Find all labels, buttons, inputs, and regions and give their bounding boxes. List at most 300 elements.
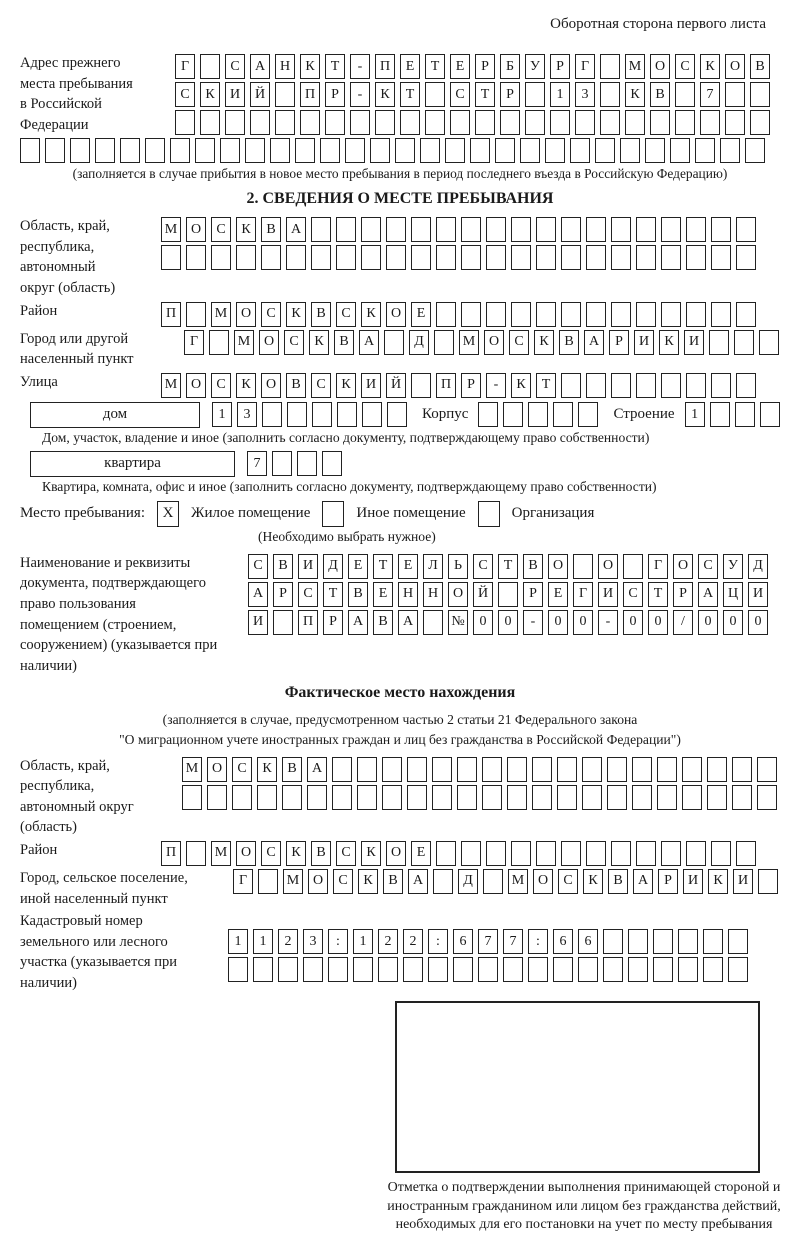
char-box	[711, 841, 731, 866]
char-box	[433, 869, 453, 894]
char-box: Т	[325, 54, 345, 79]
char-box	[636, 373, 656, 398]
char-box	[220, 138, 240, 163]
char-box: М	[182, 757, 202, 782]
char-box	[611, 245, 631, 270]
char-box: А	[633, 869, 653, 894]
char-box: 1	[212, 402, 232, 427]
actual-location-note-line1: (заполняется в случае, предусмотренном частью 2 статьи 21 Федерального закона	[162, 712, 638, 728]
char-box	[186, 245, 206, 270]
char-box: П	[375, 54, 395, 79]
char-box	[486, 245, 506, 270]
char-box: Г	[175, 54, 195, 79]
char-box: 7	[247, 451, 267, 476]
char-box: Е	[373, 582, 393, 607]
document-field	[20, 553, 780, 676]
house-box-label: дом	[30, 402, 200, 428]
char-box: Т	[373, 554, 393, 579]
char-box	[403, 957, 423, 982]
char-box	[428, 957, 448, 982]
char-box: В	[348, 582, 368, 607]
char-box: И	[298, 554, 318, 579]
char-box: А	[398, 610, 418, 635]
char-box: 1	[685, 402, 705, 427]
char-box	[557, 785, 577, 810]
char-box	[586, 841, 606, 866]
char-box	[561, 245, 581, 270]
char-box: П	[436, 373, 456, 398]
char-box: Р	[609, 330, 629, 355]
char-box	[432, 757, 452, 782]
char-box	[603, 957, 623, 982]
char-box	[307, 785, 327, 810]
char-box	[760, 402, 780, 427]
char-box: 3	[237, 402, 257, 427]
char-box	[211, 245, 231, 270]
char-box	[186, 841, 206, 866]
char-box	[384, 330, 404, 355]
char-box	[228, 957, 248, 982]
char-box	[607, 785, 627, 810]
char-box: С	[675, 54, 695, 79]
char-box	[611, 302, 631, 327]
char-box: С	[623, 582, 643, 607]
char-box	[750, 110, 770, 135]
char-box: В	[261, 217, 281, 242]
char-box	[511, 245, 531, 270]
char-box	[436, 245, 456, 270]
char-box: М	[508, 869, 528, 894]
char-box	[434, 330, 454, 355]
char-box	[370, 138, 390, 163]
char-box	[657, 785, 677, 810]
char-box	[257, 785, 277, 810]
char-box	[570, 138, 590, 163]
char-box	[273, 610, 293, 635]
char-box	[528, 402, 548, 427]
char-box: Р	[500, 82, 520, 107]
char-box	[678, 929, 698, 954]
char-box	[478, 957, 498, 982]
char-box	[503, 957, 523, 982]
char-box	[420, 138, 440, 163]
char-box: К	[336, 373, 356, 398]
actual-city-field	[20, 868, 780, 909]
char-box: 1	[253, 929, 273, 954]
char-box: С	[261, 302, 281, 327]
char-box	[295, 138, 315, 163]
char-box	[686, 302, 706, 327]
char-box	[623, 554, 643, 579]
char-box: 0	[748, 610, 768, 635]
char-box: С	[175, 82, 195, 107]
document-row-3	[248, 610, 773, 635]
char-box	[332, 757, 352, 782]
char-box: С	[333, 869, 353, 894]
char-box	[586, 373, 606, 398]
char-box: В	[286, 373, 306, 398]
char-box	[336, 245, 356, 270]
char-box: И	[248, 610, 268, 635]
char-box: В	[373, 610, 393, 635]
char-box	[686, 373, 706, 398]
char-box: К	[236, 217, 256, 242]
char-box	[757, 785, 777, 810]
char-box: Т	[323, 582, 343, 607]
char-box	[357, 757, 377, 782]
char-box: Й	[473, 582, 493, 607]
char-box	[461, 245, 481, 270]
char-box: 0	[623, 610, 643, 635]
char-box	[507, 757, 527, 782]
char-box	[600, 54, 620, 79]
char-box	[536, 841, 556, 866]
char-box	[378, 957, 398, 982]
char-box: А	[698, 582, 718, 607]
char-box: О	[533, 869, 553, 894]
char-box: /	[673, 610, 693, 635]
char-box: К	[358, 869, 378, 894]
char-box	[445, 138, 465, 163]
char-box	[232, 785, 252, 810]
char-box	[386, 245, 406, 270]
char-box: Н	[398, 582, 418, 607]
char-box: -	[523, 610, 543, 635]
char-box	[182, 785, 202, 810]
char-box: 1	[228, 929, 248, 954]
char-box	[253, 957, 273, 982]
char-box: О	[207, 757, 227, 782]
char-box: Б	[500, 54, 520, 79]
char-box	[425, 82, 445, 107]
char-box	[703, 957, 723, 982]
char-box	[645, 138, 665, 163]
char-box: Е	[450, 54, 470, 79]
char-box: Е	[411, 841, 431, 866]
char-box	[411, 245, 431, 270]
char-box	[411, 217, 431, 242]
prev-address-row-1	[175, 54, 775, 79]
char-box	[336, 217, 356, 242]
char-box	[395, 138, 415, 163]
char-box	[95, 138, 115, 163]
char-box: В	[311, 302, 331, 327]
char-box: Р	[523, 582, 543, 607]
region-field	[20, 216, 780, 298]
char-box	[532, 785, 552, 810]
char-box: О	[548, 554, 568, 579]
char-box	[525, 82, 545, 107]
char-box	[586, 302, 606, 327]
char-box	[507, 785, 527, 810]
char-box	[207, 785, 227, 810]
char-box: С	[261, 841, 281, 866]
char-box: С	[248, 554, 268, 579]
char-box	[436, 217, 456, 242]
char-box: -	[598, 610, 618, 635]
char-box: М	[459, 330, 479, 355]
char-box: В	[383, 869, 403, 894]
char-box: М	[161, 217, 181, 242]
char-box	[382, 785, 402, 810]
char-box	[382, 757, 402, 782]
char-box: Е	[400, 54, 420, 79]
stay-option-residential-label: Жилое помещение	[191, 505, 311, 522]
apartment-box-label: квартира	[30, 451, 235, 477]
char-box: Т	[498, 554, 518, 579]
char-box	[482, 785, 502, 810]
char-box	[407, 757, 427, 782]
char-box	[728, 929, 748, 954]
char-box	[736, 841, 756, 866]
char-box	[561, 373, 581, 398]
char-box	[682, 757, 702, 782]
char-box	[636, 245, 656, 270]
char-box	[300, 110, 320, 135]
cadastre-label: Кадастровый номер земельного или лесного участка (указывается при наличии)	[20, 913, 177, 991]
char-box: А	[348, 610, 368, 635]
city-field	[20, 329, 780, 370]
actual-district-field	[20, 840, 780, 866]
char-box: Т	[648, 582, 668, 607]
char-box: К	[361, 841, 381, 866]
char-box	[636, 302, 656, 327]
char-box	[682, 785, 702, 810]
char-box: Г	[648, 554, 668, 579]
char-box	[311, 217, 331, 242]
char-box: У	[723, 554, 743, 579]
document-row-1	[248, 554, 773, 579]
char-box	[353, 957, 373, 982]
char-box	[636, 217, 656, 242]
char-box: 7	[478, 929, 498, 954]
char-box	[628, 929, 648, 954]
char-box: О	[673, 554, 693, 579]
char-box: О	[448, 582, 468, 607]
char-box	[453, 957, 473, 982]
char-box	[711, 217, 731, 242]
section2-title: 2. СВЕДЕНИЯ О МЕСТЕ ПРЕБЫВАНИЯ	[246, 190, 554, 208]
char-box: У	[525, 54, 545, 79]
char-box	[661, 217, 681, 242]
char-box: К	[309, 330, 329, 355]
char-box	[582, 785, 602, 810]
char-box	[478, 402, 498, 427]
char-box: С	[298, 582, 318, 607]
char-box	[261, 245, 281, 270]
char-box	[461, 841, 481, 866]
char-box: С	[311, 373, 331, 398]
char-box: К	[300, 54, 320, 79]
char-box	[611, 373, 631, 398]
char-box	[695, 138, 715, 163]
char-box: К	[200, 82, 220, 107]
char-box	[250, 110, 270, 135]
char-box	[328, 957, 348, 982]
char-box	[322, 451, 342, 476]
stay-option-organization-label: Организация	[511, 505, 595, 522]
char-box	[711, 245, 731, 270]
apartment-note: Квартира, комната, офис и иное (заполнить согласно документу, подтверждающему право собственности)	[42, 478, 657, 494]
char-box: Р	[550, 54, 570, 79]
char-box	[262, 402, 282, 427]
char-box: М	[161, 373, 181, 398]
stay-place-label: Место пребывания:	[20, 505, 145, 522]
char-box	[536, 217, 556, 242]
char-box	[337, 402, 357, 427]
street-field	[20, 372, 780, 398]
char-box	[709, 330, 729, 355]
confirmation-stamp-box	[395, 1001, 760, 1173]
apartment-cells	[247, 451, 347, 476]
char-box	[611, 841, 631, 866]
char-box	[503, 402, 523, 427]
char-box	[20, 138, 40, 163]
char-box: Р	[658, 869, 678, 894]
char-box	[361, 245, 381, 270]
char-box	[711, 373, 731, 398]
char-box: Е	[411, 302, 431, 327]
char-box: 0	[698, 610, 718, 635]
char-box	[553, 957, 573, 982]
char-box	[686, 245, 706, 270]
stroenie-label: Строение	[613, 406, 675, 423]
char-box: Г	[575, 54, 595, 79]
actual-city-row	[233, 869, 783, 894]
char-box: :	[428, 929, 448, 954]
char-box	[661, 245, 681, 270]
char-box	[186, 302, 206, 327]
city-row	[184, 330, 784, 355]
char-box: К	[708, 869, 728, 894]
char-box	[675, 82, 695, 107]
char-box: А	[408, 869, 428, 894]
char-box: В	[334, 330, 354, 355]
char-box	[286, 245, 306, 270]
char-box: П	[161, 841, 181, 866]
char-box: О	[598, 554, 618, 579]
cadastre-row-2	[228, 957, 753, 982]
char-box: Р	[673, 582, 693, 607]
char-box: К	[236, 373, 256, 398]
char-box: И	[733, 869, 753, 894]
district-row	[161, 302, 761, 327]
char-box: М	[234, 330, 254, 355]
char-box: -	[486, 373, 506, 398]
char-box: 0	[473, 610, 493, 635]
char-box	[657, 757, 677, 782]
house-note: Дом, участок, владение и иное (заполнить согласно документу, подтверждающему право собственности)	[42, 429, 650, 445]
prev-address-rows	[175, 53, 775, 135]
char-box	[561, 841, 581, 866]
char-box	[632, 785, 652, 810]
char-box: А	[248, 582, 268, 607]
char-box: В	[750, 54, 770, 79]
char-box	[536, 302, 556, 327]
cadastre-row-1	[228, 929, 753, 954]
char-box	[362, 402, 382, 427]
char-box	[561, 302, 581, 327]
char-box: 0	[548, 610, 568, 635]
char-box: С	[509, 330, 529, 355]
char-box	[557, 757, 577, 782]
char-box	[411, 373, 431, 398]
region-label: Область, край, республика, автономный округ (область)	[20, 218, 116, 297]
char-box: Р	[323, 610, 343, 635]
char-box: Е	[548, 582, 568, 607]
document-row-2	[248, 582, 773, 607]
char-box: Ц	[723, 582, 743, 607]
char-box	[195, 138, 215, 163]
char-box	[603, 929, 623, 954]
char-box: Н	[423, 582, 443, 607]
char-box	[736, 373, 756, 398]
char-box: А	[307, 757, 327, 782]
prev-address-row-2	[175, 82, 775, 107]
char-box: Ь	[448, 554, 468, 579]
char-box	[457, 757, 477, 782]
char-box	[575, 110, 595, 135]
char-box: И	[683, 869, 703, 894]
actual-region-row-2	[182, 785, 782, 810]
street-row	[161, 373, 761, 398]
char-box: М	[283, 869, 303, 894]
char-box: О	[308, 869, 328, 894]
confirmation-stamp-note: Отметка о подтверждении выполнения принимающей стороной и иностранным гражданином или лицом без гражданства действий, необходимых для его постановки на учет по месту пребывания	[387, 1180, 781, 1233]
char-box: И	[748, 582, 768, 607]
char-box: В	[311, 841, 331, 866]
char-box	[632, 757, 652, 782]
char-box: 3	[575, 82, 595, 107]
char-box: Р	[461, 373, 481, 398]
char-box	[332, 785, 352, 810]
char-box	[407, 785, 427, 810]
char-box: А	[250, 54, 270, 79]
char-box: Р	[325, 82, 345, 107]
char-box: Е	[348, 554, 368, 579]
char-box: А	[286, 217, 306, 242]
char-box: П	[161, 302, 181, 327]
char-box	[320, 138, 340, 163]
char-box	[686, 841, 706, 866]
char-box: :	[528, 929, 548, 954]
char-box: О	[236, 841, 256, 866]
char-box: К	[286, 302, 306, 327]
char-box	[675, 110, 695, 135]
char-box: И	[634, 330, 654, 355]
char-box: -	[350, 82, 370, 107]
char-box: С	[211, 217, 231, 242]
char-box: К	[375, 82, 395, 107]
char-box	[620, 138, 640, 163]
char-box	[486, 217, 506, 242]
char-box	[161, 245, 181, 270]
char-box	[661, 302, 681, 327]
char-box	[287, 402, 307, 427]
char-box	[670, 138, 690, 163]
char-box	[573, 554, 593, 579]
char-box	[734, 330, 754, 355]
char-box	[745, 138, 765, 163]
char-box: Г	[184, 330, 204, 355]
char-box	[209, 330, 229, 355]
char-box	[725, 82, 745, 107]
char-box: 0	[573, 610, 593, 635]
char-box: 0	[723, 610, 743, 635]
char-box	[525, 110, 545, 135]
char-box	[486, 841, 506, 866]
actual-region-label: Область, край, республика, автономный округ (область)	[20, 757, 134, 836]
